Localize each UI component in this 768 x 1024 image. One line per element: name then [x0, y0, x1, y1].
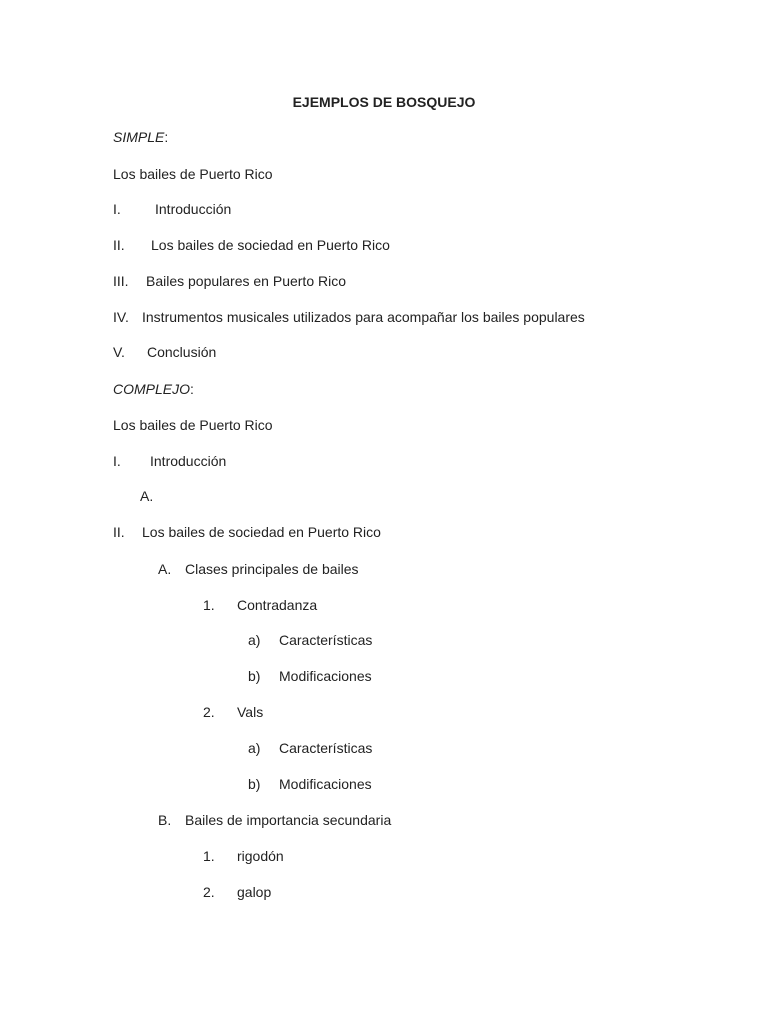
page-title: EJEMPLOS DE BOSQUEJO [292, 94, 476, 110]
complejo-heading-label: COMPLEJO [113, 381, 191, 397]
complejo-heading-colon: : [190, 381, 194, 397]
outline-marker: I. [113, 453, 121, 469]
outline-text: Conclusión [147, 344, 217, 360]
outline-text: Características [279, 740, 373, 756]
outline-text: Bailes de importancia secundaria [185, 812, 392, 828]
simple-topic: Los bailes de Puerto Rico [113, 166, 273, 182]
outline-text: Contradanza [237, 597, 318, 613]
simple-heading-colon: : [164, 129, 169, 145]
outline-text: galop [237, 884, 272, 900]
outline-marker: 1. [203, 848, 215, 864]
outline-marker: 2. [203, 884, 215, 900]
outline-marker: 1. [203, 597, 215, 613]
outline-marker: a) [248, 740, 261, 756]
outline-marker: B. [158, 812, 172, 828]
outline-text: rigodón [237, 848, 284, 864]
outline-text: Introducción [150, 453, 227, 469]
outline-text: Los bailes de sociedad en Puerto Rico [142, 524, 381, 540]
simple-heading-label: SIMPLE [113, 129, 165, 145]
outline-text: Vals [237, 704, 264, 720]
outline-marker: I. [113, 201, 121, 217]
outline-marker: 2. [203, 704, 215, 720]
outline-text: Características [279, 632, 373, 648]
outline-text: Los bailes de sociedad en Puerto Rico [151, 237, 390, 253]
complejo-heading [113, 380, 194, 398]
outline-text: Modificaciones [279, 668, 372, 684]
outline-marker: V. [113, 344, 125, 360]
outline-marker: b) [248, 776, 261, 792]
outline-marker: II. [113, 524, 125, 540]
outline-text: Bailes populares en Puerto Rico [146, 273, 347, 289]
outline-marker: A. [140, 488, 154, 504]
outline-text: Introducción [155, 201, 232, 217]
simple-heading [113, 128, 168, 146]
outline-text: Clases principales de bailes [185, 561, 359, 577]
outline-marker: b) [248, 668, 261, 684]
outline-marker: II. [113, 237, 125, 253]
outline-marker: III. [113, 273, 129, 289]
complejo-topic: Los bailes de Puerto Rico [113, 417, 273, 433]
outline-text: Modificaciones [279, 776, 372, 792]
outline-marker: a) [248, 632, 261, 648]
outline-marker: A. [158, 561, 172, 577]
outline-text: Instrumentos musicales utilizados para acompañar los bailes populares [142, 309, 585, 325]
outline-marker: IV. [113, 309, 129, 325]
